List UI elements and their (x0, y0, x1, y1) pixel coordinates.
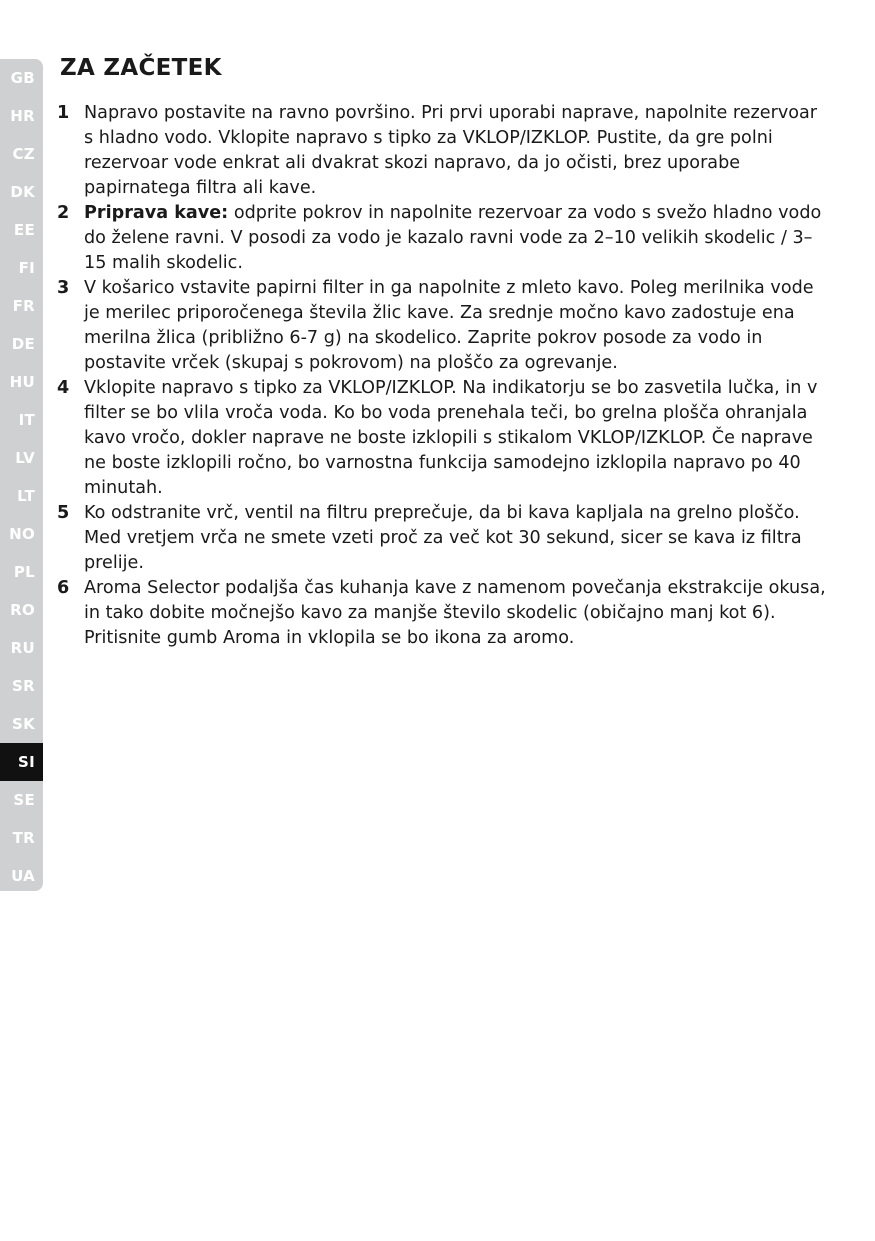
language-tab-no[interactable]: NO (9, 525, 35, 543)
language-tab-cz[interactable]: CZ (12, 145, 35, 163)
language-tab-fi[interactable]: FI (18, 259, 35, 277)
step-text: V košarico vstavite papirni filter in ga napolnite z mleto kavo. Poleg merilnika vode je merilec priporočenega števila žlic kave. Za srednje močno kavo zadostuje ena merilna žlica (približno 6-7 g) na skodelico. Zaprite pokrov posode za vodo in postavite vrček (skupaj s pokrovom) na ploščo za ogrevanje. (84, 278, 814, 373)
step-3 (57, 276, 827, 376)
language-tab-lv[interactable]: LV (15, 449, 35, 467)
language-tab-hr[interactable]: HR (10, 107, 35, 125)
step-1 (57, 101, 827, 201)
language-tab-fr[interactable]: FR (12, 297, 35, 315)
instruction-steps (57, 101, 827, 651)
step-6 (57, 576, 827, 651)
language-tab-it[interactable]: IT (18, 411, 35, 429)
step-number: 3 (57, 278, 70, 298)
step-lead: Priprava kave: (84, 203, 229, 223)
step-number: 2 (57, 203, 70, 223)
language-tab-hu[interactable]: HU (9, 373, 35, 391)
language-tab-dk[interactable]: DK (10, 183, 35, 201)
language-tab-tr[interactable]: TR (12, 829, 35, 847)
language-tab-se[interactable]: SE (13, 791, 35, 809)
step-number: 5 (57, 503, 70, 523)
step-text: Vklopite napravo s tipko za VKLOP/IZKLOP. Na indikatorju se bo zasvetila lučka, in v filter se bo vlila vroča voda. Ko bo voda prenehala teči, bo grelna plošča ohranjala kavo vročo, dokler naprave ne boste izklopili s stikalom VKLOP/IZKLOP. Če naprave ne boste izklopili ročno, bo varnostna funkcija samodejno izklopila napravo po 40 minutah. (84, 378, 818, 498)
page-title: ZA ZAČETEK (60, 55, 222, 81)
step-2 (57, 201, 827, 276)
step-text: Ko odstranite vrč, ventil na filtru preprečuje, da bi kava kapljala na grelno ploščo. Med vretjem vrča ne smete vzeti proč za več kot 30 sekund, sicer se kava iz filtra prelije. (84, 503, 802, 573)
step-4 (57, 376, 827, 501)
language-tab-sr[interactable]: SR (12, 677, 35, 695)
language-tab-gb[interactable]: GB (10, 69, 35, 87)
language-tab-bar (0, 59, 43, 891)
language-tab-lt[interactable]: LT (17, 487, 35, 505)
language-tab-ee[interactable]: EE (13, 221, 35, 239)
language-tab-sk[interactable]: SK (11, 715, 35, 733)
language-tab-pl[interactable]: PL (13, 563, 35, 581)
language-tab-de[interactable]: DE (11, 335, 35, 353)
step-text: Napravo postavite na ravno površino. Pri prvi uporabi naprave, napolnite rezervoar s hladno vodo. Vklopite napravo s tipko za VKLOP/IZKLOP. Pustite, da gre polni rezervoar vode enkrat ali dvakrat skozi napravo, da jo očisti, brez uporabe papirnatega filtra ali kave. (84, 103, 818, 198)
step-text: Aroma Selector podaljša čas kuhanja kave z namenom povečanja ekstrakcije okusa, in tako dobite močnejšo kavo za manjše število skodelic (običajno manj kot 6). Pritisnite gumb Aroma in vklopila se bo ikona za aromo. (84, 578, 826, 648)
step-number: 1 (57, 103, 70, 123)
step-number: 6 (57, 578, 70, 598)
language-tab-ru[interactable]: RU (10, 639, 35, 657)
step-text: odprite pokrov in napolnite rezervoar za vodo s svežo hladno vodo do želene ravni. V posodi za vodo je kazalo ravni vode za 2–10 velikih skodelic / 3–15 malih skodelic. (84, 203, 822, 273)
step-5 (57, 501, 827, 576)
language-tab-ua[interactable]: UA (11, 867, 35, 885)
language-tab-ro[interactable]: RO (10, 601, 35, 619)
step-number: 4 (57, 378, 70, 398)
language-tab-si[interactable]: SI (0, 743, 43, 781)
